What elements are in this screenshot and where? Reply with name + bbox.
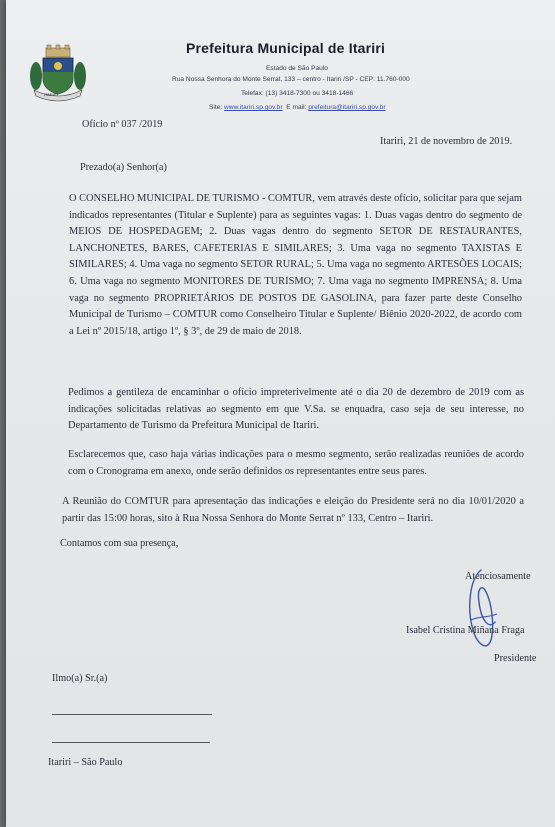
handwritten-signature: [461, 560, 507, 656]
letterhead-contact: [209, 104, 386, 111]
paragraph-deadline: Pedimos a gentileza de encaminhar o ofício impreterivelmente até o dia 20 de dezembro de 2019 com as indicações solicitadas relativas ao segmento em que V.Sa. se enquadra, caso seja de seu interesse, no Departamento de Turismo da Prefeitura Municipal de Itariri.: [68, 387, 524, 432]
letterhead-state: Estado de São Paulo: [266, 65, 328, 72]
letterhead-title: Prefeitura Municipal de Itariri: [186, 40, 386, 56]
signer-role: Presidente: [494, 653, 537, 664]
paragraph-clarification: Esclarecemos que, caso haja várias indicações para o mesmo segmento, serão realizadas reuniões de acordo com o Cronograma em anexo, onde serão definidos os representantes entre seus pares.: [68, 449, 524, 477]
closing-line: Contamos com sua presença,: [60, 538, 179, 549]
paragraph-request: O CONSELHO MUNICIPAL DE TURISMO - COMTUR, vem através deste ofício, solicitar para que sejam indicados representantes (Titular e Suplente) para as seguintes vagas: 1. Duas vagas dentro do segmento de MEIOS DE HOSPEDAGEM; 2. Duas vagas dentro do segmento SETOR DE RESTAURANTES, LANCHONETES, BARES, CAFETERIAS E SIMILARES; 3. Uma vaga no segmento TAXISTAS E SIMILARES; 4. Uma vaga no segmento SETOR RURAL; 5. Uma vaga no segmento ARTESÕES LOCAIS; 6. Uma vaga no segmento MONITORES DE TURISMO; 7. Uma vaga no segmento IMPRENSA; 8. Uma vaga no segmento PROPRIETÁRIOS DE POSTOS DE GASOLINA, para fazer parte deste Conselho Municipal de Turismo – COMTUR como Conselheiro Titular e Suplente/ Biênio 2020-2022, de acordo com a Lei nº 2015/18, artigo 1º, § 3º, de 29 de maio de 2018.: [69, 193, 522, 337]
signer-name: Isabel Cristina Miñana Fraga: [406, 625, 525, 636]
municipal-crest-icon: [28, 44, 88, 102]
addressee-label: Ilmo(a) Sr.(a): [52, 673, 108, 684]
letter-date: Itariri, 21 de novembro de 2019.: [380, 136, 513, 147]
addressee-blank-line-1: [52, 714, 212, 715]
letterhead-address: Rua Nossa Senhora do Monte Serrat, 133 – centro - Itariri /SP - CEP: 11.760-000: [172, 76, 410, 83]
letterhead-phone: Telefax: (13) 3418-7300 ou 3418-1466: [241, 90, 354, 97]
crest-ribbon-text: ITARIRI: [44, 92, 58, 97]
letter-page: [6, 0, 555, 827]
addressee-blank-line-2: [52, 742, 210, 743]
paragraph-meeting: A Reunião do COMTUR para apresentação das indicações e eleição do Presidente será no dia 10/01/2020 a partir das 15:00 horas, sito à Rua Nossa Senhora do Monte Serrat nº 133, Centro – Itariri.: [62, 496, 524, 524]
salutation: Prezado(a) Senhor(a): [80, 162, 167, 173]
email-link[interactable]: prefeitura@itariri.sp.gov.br: [308, 104, 386, 111]
letter-reference: Ofício nº 037 /2019: [82, 119, 163, 130]
email-label: E mail:: [286, 104, 307, 111]
footer-city: Itariri – São Paulo: [48, 757, 123, 768]
site-label: Site:: [209, 104, 223, 111]
valediction: Atenciosamente: [465, 571, 531, 582]
site-link[interactable]: www.itariri.sp.gov.br: [224, 104, 283, 111]
